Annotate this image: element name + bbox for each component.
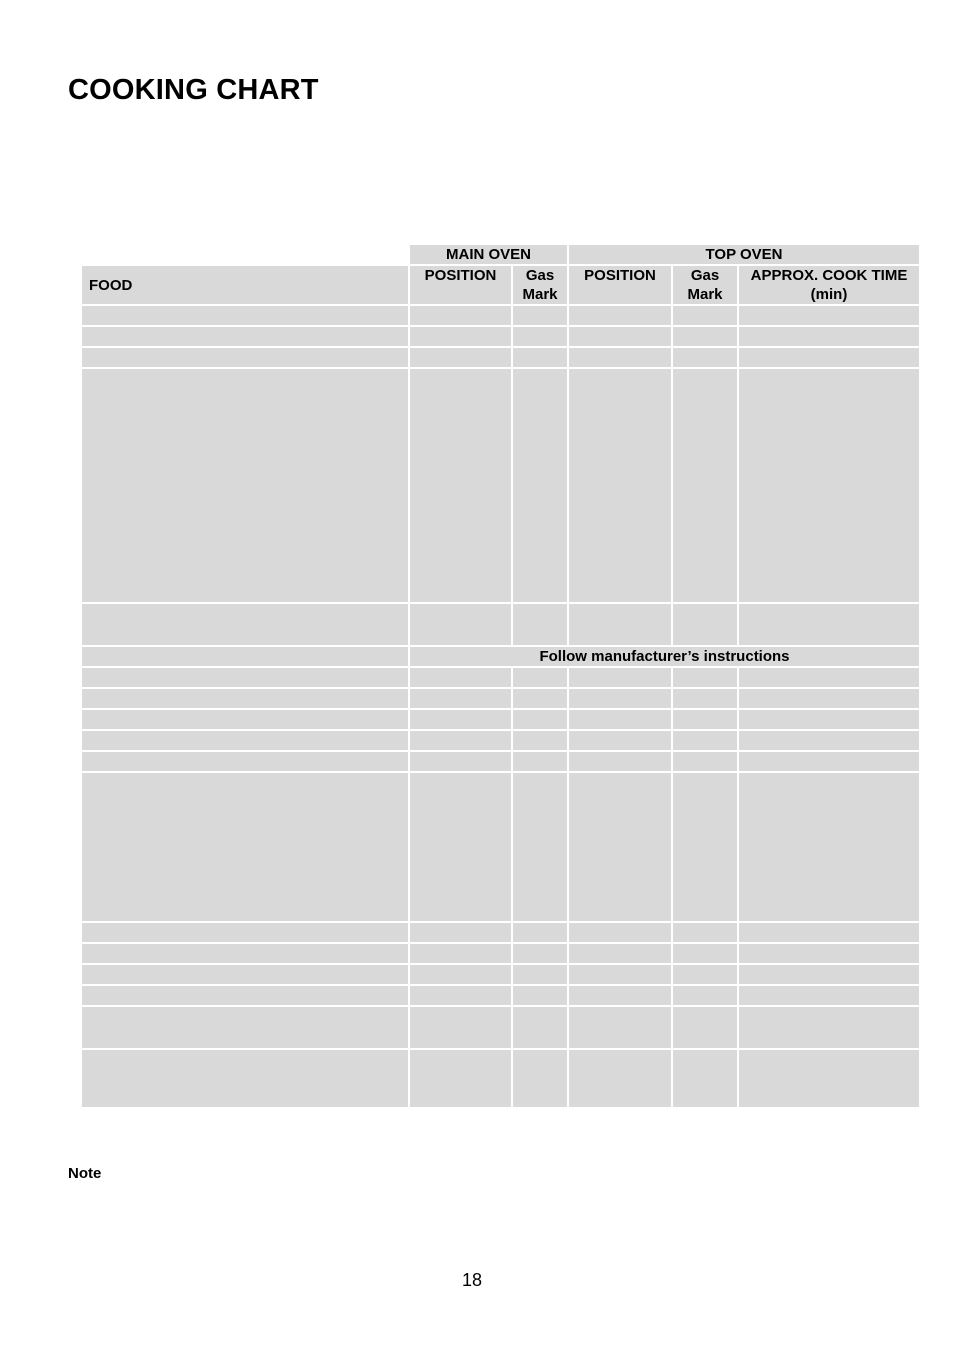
table-row — [82, 348, 919, 367]
table-cell — [673, 773, 737, 921]
table-cell — [739, 965, 919, 984]
table-row — [82, 710, 919, 729]
table-cell — [673, 348, 737, 367]
table-cell — [569, 710, 671, 729]
table-row — [82, 604, 919, 645]
table-cell — [410, 944, 511, 963]
table-cell — [513, 965, 567, 984]
table-cell — [569, 752, 671, 771]
table-row — [82, 773, 919, 921]
table-cell — [82, 604, 408, 645]
table-cell — [410, 1050, 511, 1107]
top-oven-header: TOP OVEN — [569, 245, 919, 264]
table-cell — [410, 923, 511, 942]
table-row — [82, 986, 919, 1005]
table-cell — [82, 923, 408, 942]
table-cell — [569, 965, 671, 984]
table-cell — [410, 965, 511, 984]
table-cell — [82, 1007, 408, 1048]
table-cell — [82, 327, 408, 346]
table-cell — [410, 668, 511, 687]
blank-header-cell — [82, 245, 408, 264]
cooking-chart-table — [80, 243, 921, 1109]
table-cell — [673, 752, 737, 771]
table-cell — [513, 986, 567, 1005]
page-number: 18 — [461, 1270, 483, 1290]
table-row — [82, 327, 919, 346]
table-cell — [673, 731, 737, 750]
table-cell — [673, 306, 737, 325]
table-cell — [673, 604, 737, 645]
table-cell — [739, 604, 919, 645]
table-cell — [410, 773, 511, 921]
table-cell — [739, 689, 919, 708]
table-cell — [739, 1007, 919, 1048]
table-cell — [739, 306, 919, 325]
table-row — [82, 668, 919, 687]
table-cell — [410, 710, 511, 729]
note-label: Note — [68, 1165, 102, 1182]
table-cell — [569, 773, 671, 921]
top-gas-mark-column-header: Gas Mark — [673, 266, 737, 304]
table-cell — [739, 369, 919, 602]
table-cell — [739, 668, 919, 687]
table-cell — [569, 327, 671, 346]
table-cell — [739, 327, 919, 346]
table-row — [82, 689, 919, 708]
main-position-column-header: POSITION — [410, 266, 511, 304]
table-cell — [513, 369, 567, 602]
table-cell — [410, 752, 511, 771]
table-cell — [82, 348, 408, 367]
table-cell — [569, 1050, 671, 1107]
table-cell — [82, 647, 408, 666]
table-cell — [82, 369, 408, 602]
table-cell — [513, 710, 567, 729]
table-cell — [739, 923, 919, 942]
table-row — [82, 369, 919, 602]
table-cell — [673, 923, 737, 942]
table-cell — [82, 668, 408, 687]
table-cell — [569, 923, 671, 942]
table-cell — [739, 710, 919, 729]
table-cell — [513, 306, 567, 325]
table-row — [82, 731, 919, 750]
table-cell — [673, 986, 737, 1005]
table-cell — [673, 710, 737, 729]
table-cell — [673, 689, 737, 708]
table-cell — [569, 1007, 671, 1048]
table-cell — [82, 944, 408, 963]
table-cell — [513, 752, 567, 771]
table-cell — [410, 327, 511, 346]
table-cell — [513, 1050, 567, 1107]
table-cell — [513, 689, 567, 708]
table-row — [82, 1007, 919, 1048]
table-cell — [673, 327, 737, 346]
table-cell — [410, 348, 511, 367]
table-cell — [569, 944, 671, 963]
table-cell — [513, 348, 567, 367]
table-cell — [513, 773, 567, 921]
table-cell — [82, 986, 408, 1005]
page-title: COOKING CHART — [68, 74, 319, 106]
table-cell — [673, 1050, 737, 1107]
table-cell — [569, 689, 671, 708]
table-cell — [410, 369, 511, 602]
table-cell — [82, 965, 408, 984]
table-cell — [569, 668, 671, 687]
table-row — [82, 306, 919, 325]
table-cell — [513, 604, 567, 645]
top-position-column-header: POSITION — [569, 266, 671, 304]
table-cell — [739, 944, 919, 963]
table-cell — [673, 965, 737, 984]
table-cell — [82, 1050, 408, 1107]
table-cell — [569, 731, 671, 750]
table-cell — [673, 1007, 737, 1048]
table-cell — [410, 1007, 511, 1048]
table-cell — [569, 369, 671, 602]
table-row — [82, 923, 919, 942]
table-cell — [673, 944, 737, 963]
table-cell — [673, 369, 737, 602]
table-cell — [82, 773, 408, 921]
table-cell — [513, 731, 567, 750]
table-cell — [739, 731, 919, 750]
table-cell — [410, 604, 511, 645]
cook-time-column-header: APPROX. COOK TIME (min) — [739, 266, 919, 304]
food-column-header: FOOD — [82, 266, 408, 304]
table-cell — [410, 986, 511, 1005]
table-cell — [513, 944, 567, 963]
table-cell — [569, 306, 671, 325]
table-cell — [82, 710, 408, 729]
table-row — [82, 944, 919, 963]
table-row — [82, 647, 919, 666]
table-cell — [513, 327, 567, 346]
table-cell — [569, 604, 671, 645]
table-cell — [513, 923, 567, 942]
main-oven-header: MAIN OVEN — [410, 245, 567, 264]
table-cell — [569, 986, 671, 1005]
table-cell — [410, 731, 511, 750]
table-cell — [673, 668, 737, 687]
group-header-row — [82, 245, 919, 264]
table-cell — [82, 752, 408, 771]
column-header-row — [82, 266, 919, 304]
table-cell — [513, 1007, 567, 1048]
table-row — [82, 965, 919, 984]
table-cell — [513, 668, 567, 687]
main-gas-mark-column-header: Gas Mark — [513, 266, 567, 304]
table-cell — [410, 689, 511, 708]
table-row — [82, 1050, 919, 1107]
table-row — [82, 752, 919, 771]
table-cell — [410, 306, 511, 325]
table-cell — [739, 986, 919, 1005]
table-cell — [739, 1050, 919, 1107]
table-cell — [82, 306, 408, 325]
table-cell — [82, 731, 408, 750]
table-cell — [739, 348, 919, 367]
table-cell — [739, 773, 919, 921]
table-cell — [739, 752, 919, 771]
manufacturer-instructions-cell: Follow manufacturer’s instructions — [410, 647, 919, 666]
table-cell — [569, 348, 671, 367]
table-cell — [82, 689, 408, 708]
